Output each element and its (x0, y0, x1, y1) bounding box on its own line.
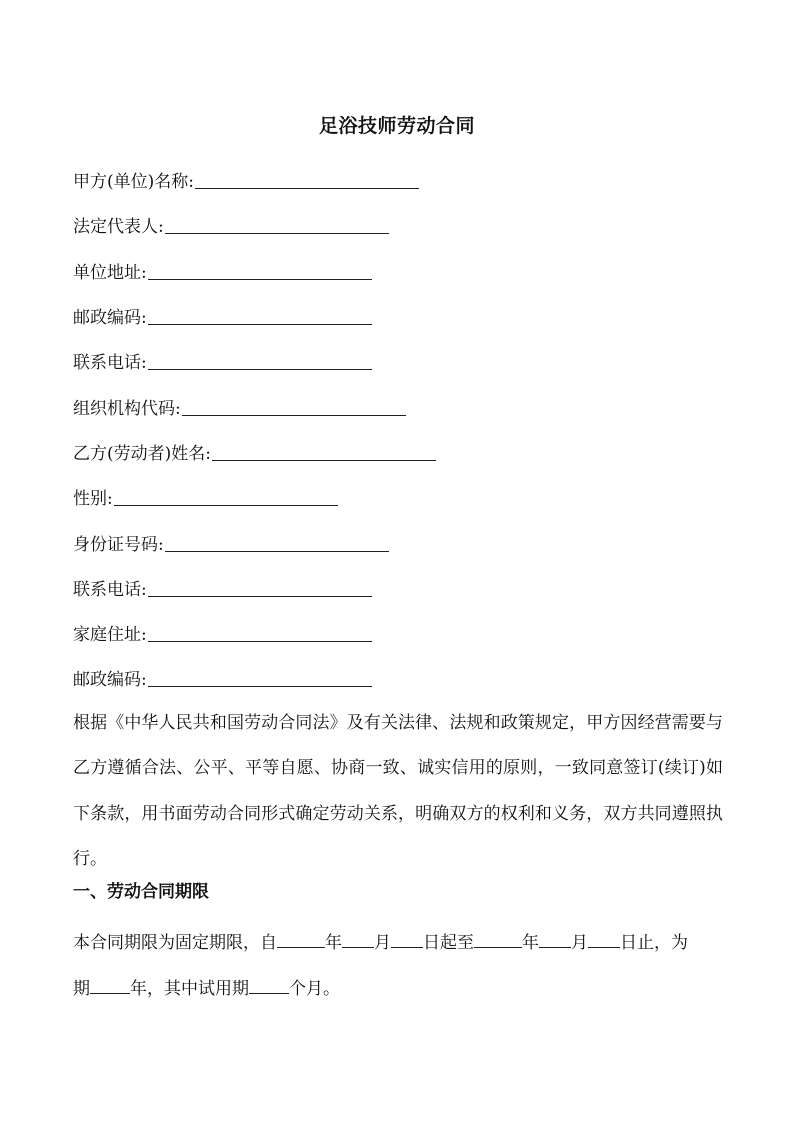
contract-term-clause (73, 920, 733, 1012)
preamble-paragraph: 根据《中华人民共和国劳动合同法》及有关法律、法规和政策规定，甲方因经营需要与乙方遵循合法、公平、平等自愿、协商一致、诚实信用的原则，一致同意签订(续订)如下条款，用书面劳动合同形式确定劳动关系，明确双方的权利和义务，双方共同遵照执行。 (73, 713, 723, 870)
field-label: 邮政编码: (73, 308, 147, 329)
clause-text: 日起至 (423, 933, 474, 953)
end-year-blank[interactable] (474, 931, 522, 948)
field-label: 性别: (73, 489, 113, 510)
end-day-blank[interactable] (588, 931, 620, 948)
field-label: 联系电话: (73, 579, 147, 600)
fill-blank[interactable] (182, 397, 406, 416)
field-gender (73, 474, 436, 519)
clause-text: 月 (374, 933, 391, 953)
end-month-blank[interactable] (539, 931, 571, 948)
fill-blank[interactable] (165, 533, 389, 552)
clause-text: 年 (325, 933, 342, 953)
fill-blank[interactable] (148, 306, 372, 325)
term-years-blank[interactable] (90, 977, 130, 994)
start-month-blank[interactable] (342, 931, 374, 948)
field-label: 身份证号码: (73, 534, 164, 555)
clause-text: 年，其中试用期 (130, 979, 249, 999)
field-label: 单位地址: (73, 262, 147, 283)
fill-blank[interactable] (148, 623, 372, 642)
clause-text: 年 (522, 933, 539, 953)
clause-text: 日止，为 (620, 933, 688, 953)
field-label: 乙方(劳动者)姓名: (73, 443, 211, 464)
clause-line (73, 920, 733, 966)
fill-blank[interactable] (195, 170, 419, 189)
field-label: 甲方(单位)名称: (73, 172, 194, 193)
field-home-postcode (73, 655, 436, 700)
fill-blank[interactable] (148, 668, 372, 687)
start-day-blank[interactable] (391, 931, 423, 948)
field-party-b-name (73, 429, 436, 474)
clause-text: 期 (73, 979, 90, 999)
fill-blank[interactable] (114, 487, 338, 506)
clause-line (73, 966, 733, 1012)
field-legal-representative (73, 202, 436, 247)
field-id-number (73, 519, 436, 564)
fill-blank[interactable] (148, 351, 372, 370)
field-label: 家庭住址: (73, 625, 147, 646)
field-label: 法定代表人: (73, 217, 164, 238)
field-company-phone (73, 338, 436, 383)
start-year-blank[interactable] (277, 931, 325, 948)
field-party-a-name (73, 157, 436, 202)
field-label: 组织机构代码: (73, 398, 181, 419)
party-info-fields (73, 157, 436, 701)
fill-blank[interactable] (148, 578, 372, 597)
field-company-postcode (73, 293, 436, 338)
field-home-address (73, 610, 436, 655)
probation-months-blank[interactable] (249, 977, 289, 994)
fill-blank[interactable] (212, 442, 436, 461)
field-label: 邮政编码: (73, 670, 147, 691)
field-company-address (73, 248, 436, 293)
clause-text: 个月。 (289, 979, 340, 999)
section-heading-contract-term: 一、劳动合同期限 (73, 882, 209, 902)
fill-blank[interactable] (148, 261, 372, 280)
document-title: 足浴技师劳动合同 (318, 115, 475, 137)
clause-text: 本合同期限为固定期限，自 (73, 933, 277, 953)
field-organization-code (73, 383, 436, 428)
field-label: 联系电话: (73, 353, 147, 374)
field-worker-phone (73, 565, 436, 610)
fill-blank[interactable] (165, 215, 389, 234)
clause-text: 月 (571, 933, 588, 953)
